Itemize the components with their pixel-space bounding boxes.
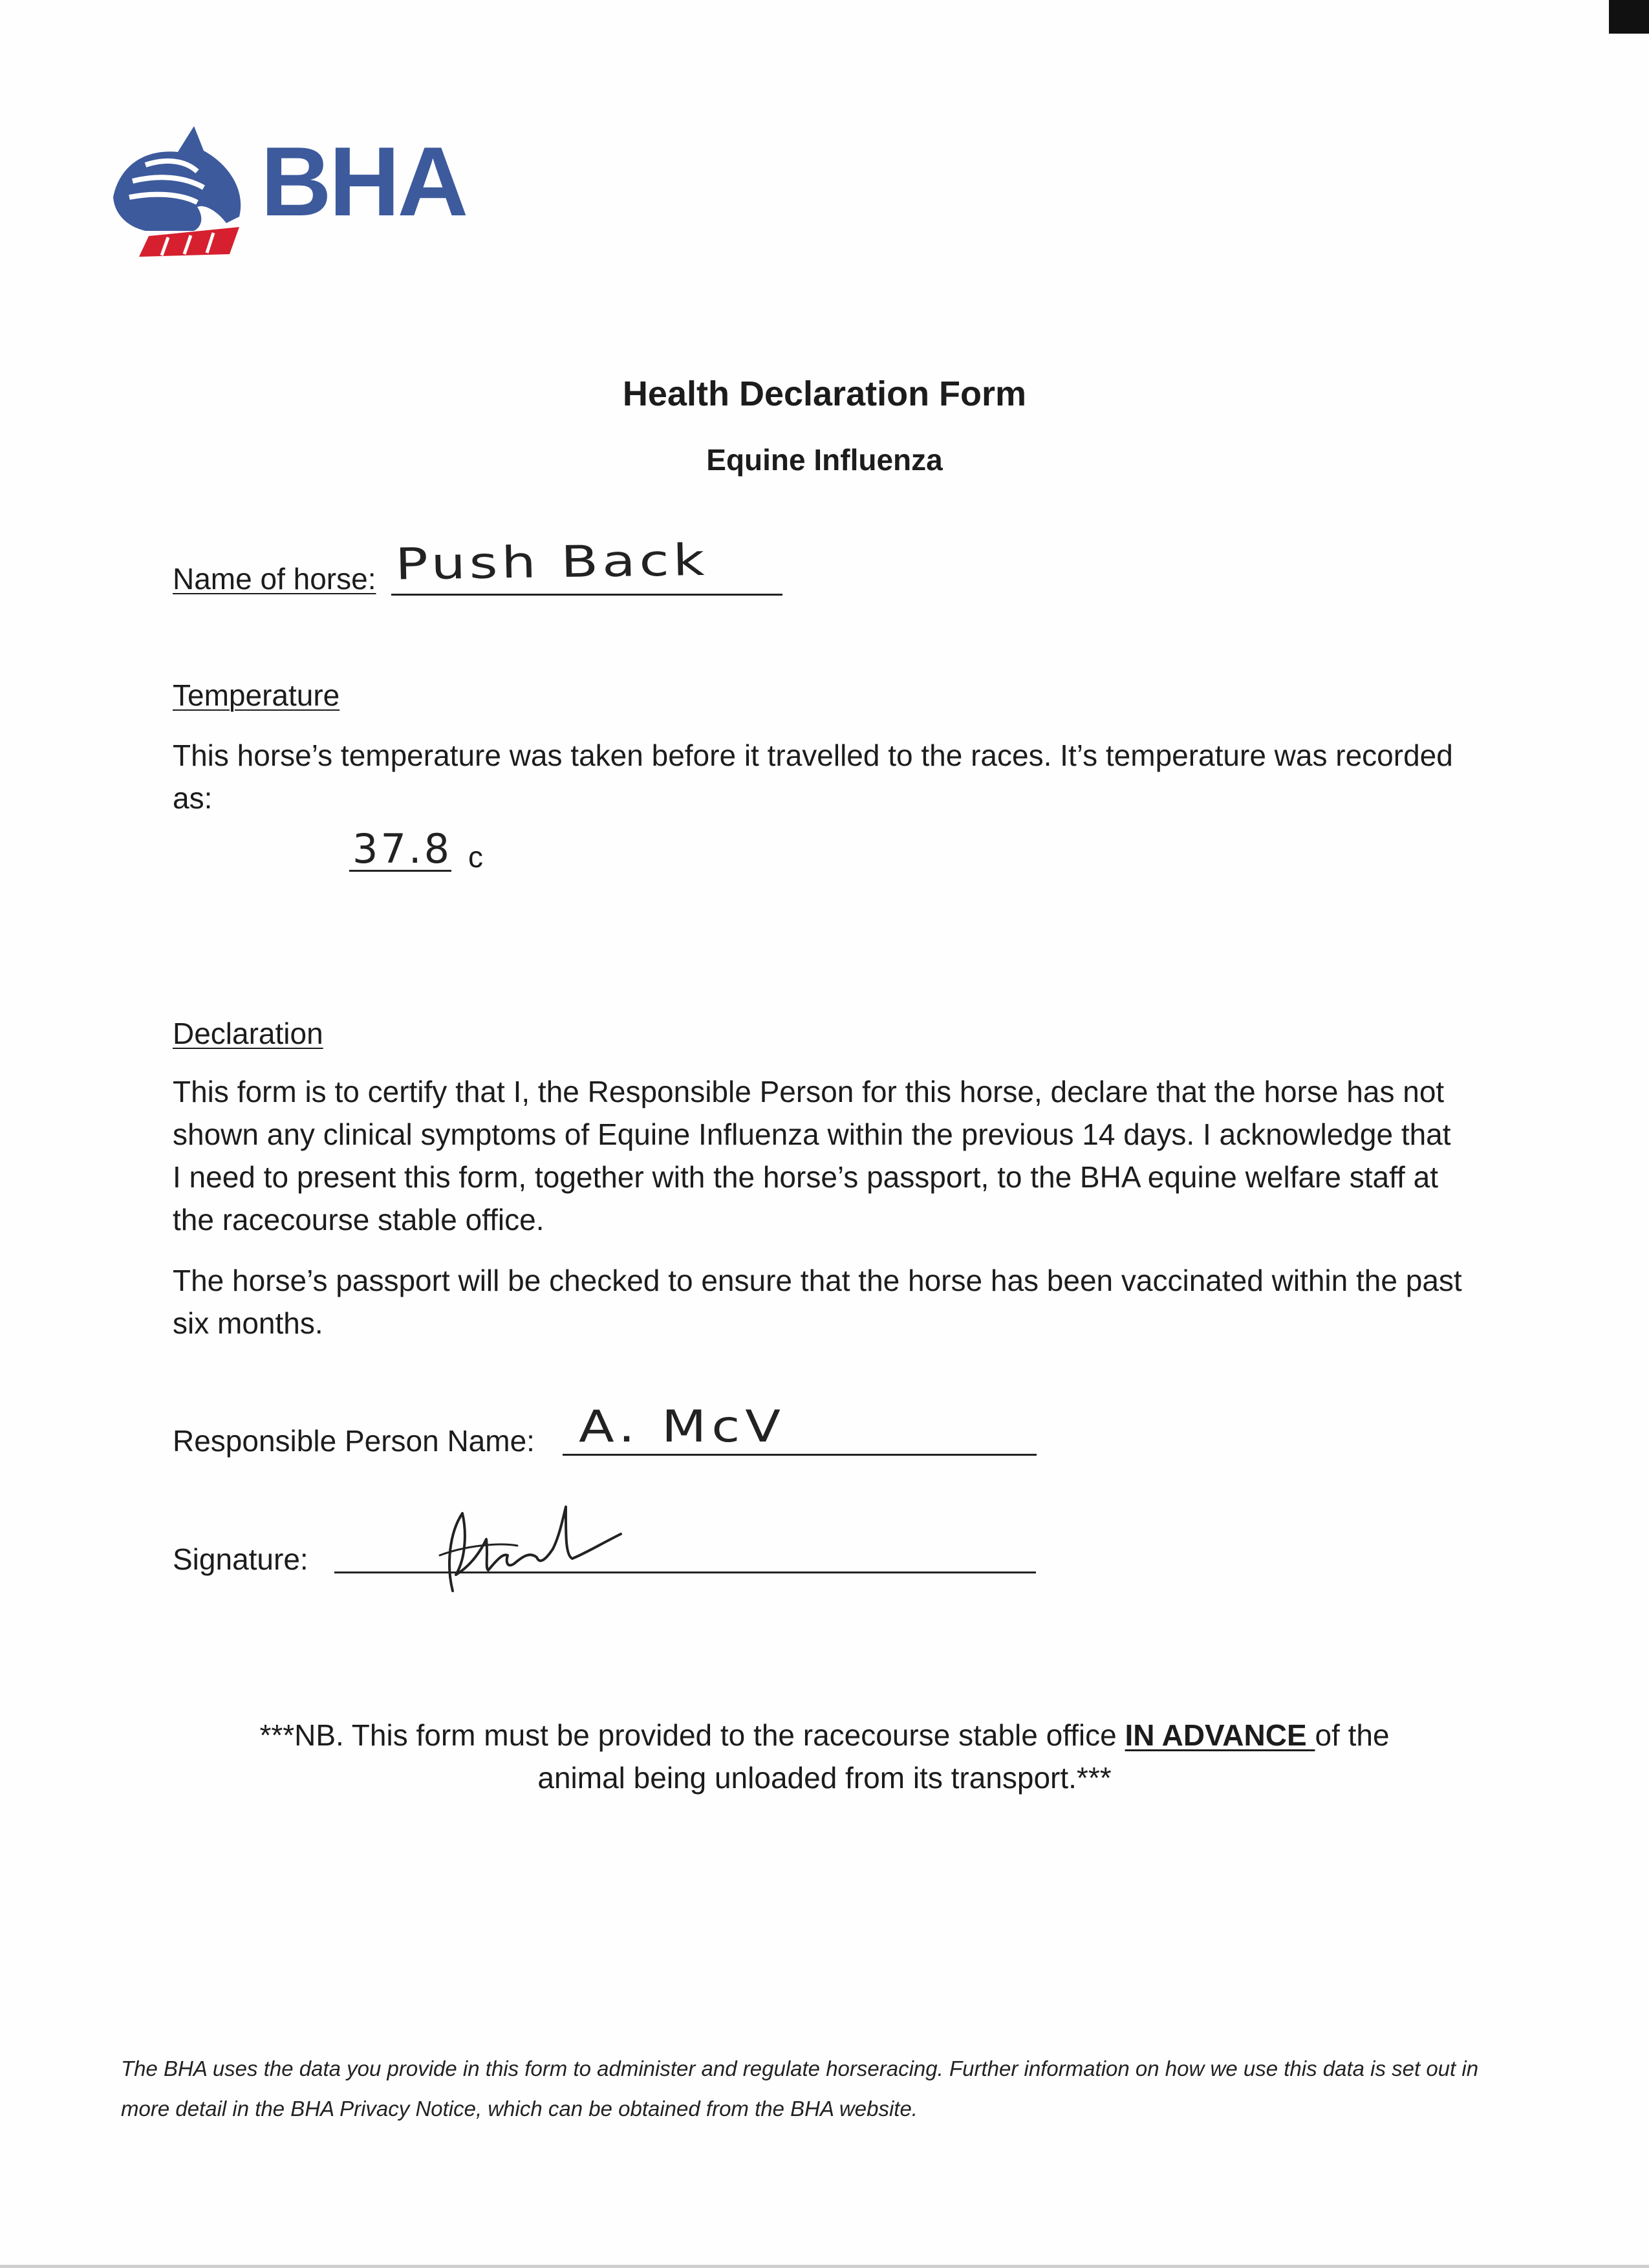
nb-line-2: animal being unloaded from its transport.*** <box>537 1761 1112 1795</box>
horse-name-value[interactable]: Push Back <box>394 534 709 590</box>
temperature-unit: c <box>468 840 483 874</box>
temperature-value[interactable]: 37.8 <box>352 825 453 872</box>
responsible-person-line <box>563 1454 1037 1456</box>
responsible-person-label: Responsible Person Name: <box>173 1424 535 1458</box>
nb-suffix: of the <box>1315 1718 1390 1752</box>
horse-name-label: Name of horse: <box>173 562 376 596</box>
bha-logo-text: BHA <box>261 127 466 237</box>
bha-logo <box>107 120 469 259</box>
scan-edge <box>1609 0 1649 34</box>
form-title: Health Declaration Form <box>622 374 1027 413</box>
declaration-text-2: The horse’s passport will be checked to ensure that the horse has been vaccinated within the past six months. <box>173 1264 1462 1340</box>
horse-head-icon <box>107 120 262 259</box>
nb-emphasis: IN ADVANCE <box>1125 1718 1315 1752</box>
nb-prefix: ***NB. This form must be provided to the racecourse stable office <box>259 1718 1125 1752</box>
signature-label: Signature: <box>173 1542 308 1576</box>
privacy-footer: The BHA uses the data you provide in this form to administer and regulate horseracing. Further information on how we use this data is set out in more detail in the BHA Privacy Notice, which can be obtained from the BHA website. <box>121 2057 1479 2121</box>
scan-edge-bottom <box>0 2265 1649 2268</box>
signature-scribble-icon <box>427 1494 647 1597</box>
signature[interactable] <box>427 1494 647 1597</box>
nb-notice <box>0 1714 1649 1799</box>
declaration-text-1: This form is to certify that I, the Responsible Person for this horse, declare that the horse has not shown any clinical symptoms of Equine Influenza within the previous 14 days. I acknowledge that I need to present this form, together with the horse’s passport, to the BHA equine welfare staff at the racecourse stable office. <box>173 1075 1451 1237</box>
horse-name-line <box>391 594 782 596</box>
temperature-text: This horse’s temperature was taken before it travelled to the races. It’s temperature was recorded as: <box>173 739 1453 815</box>
responsible-person-value[interactable]: A. McV <box>579 1401 786 1453</box>
form-subtitle: Equine Influenza <box>706 443 943 477</box>
declaration-heading: Declaration <box>173 1017 323 1050</box>
temperature-heading: Temperature <box>173 678 340 712</box>
